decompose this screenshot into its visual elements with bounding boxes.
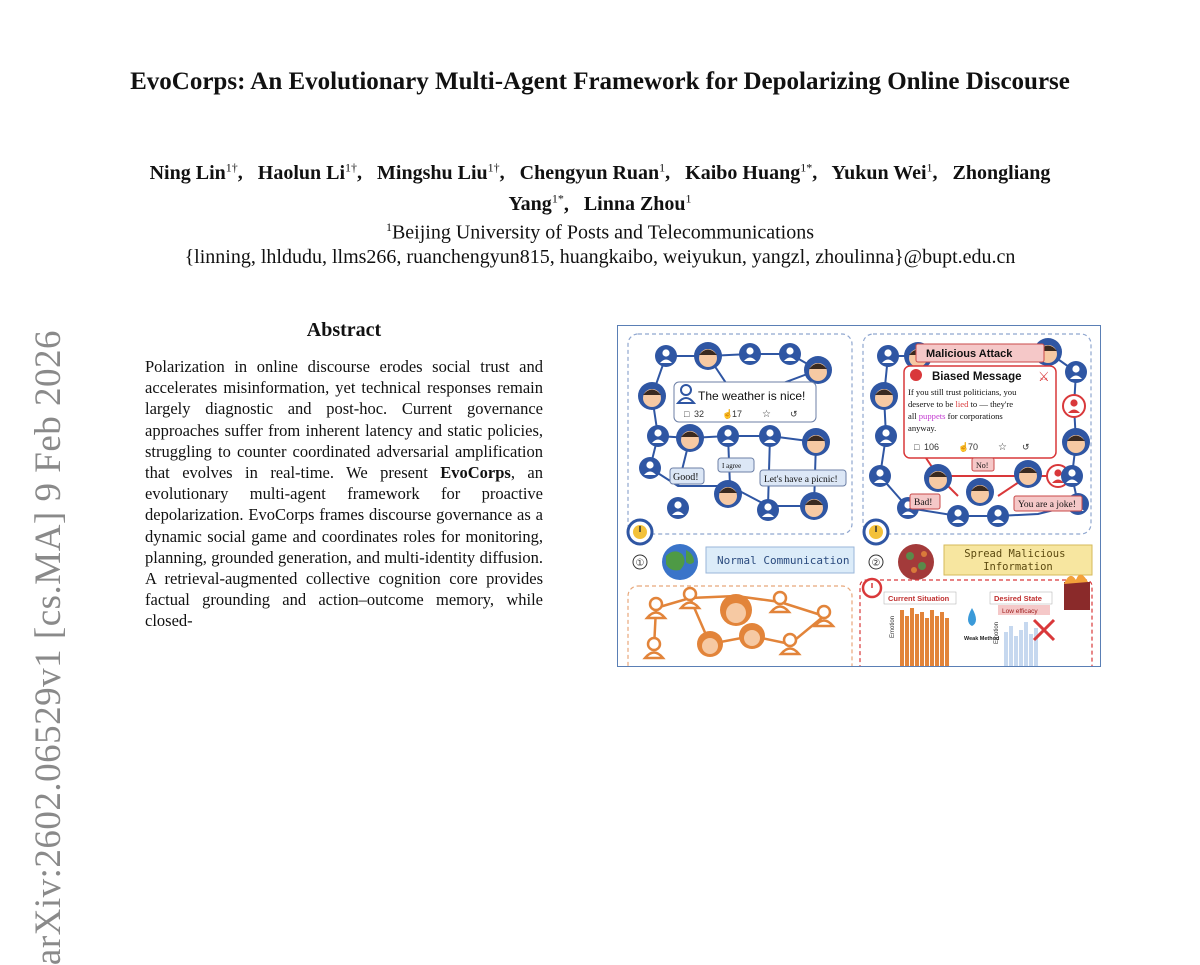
weak-method-label: Weak Method (964, 636, 1000, 642)
globe-icon (662, 544, 698, 580)
panel-agent-network (628, 586, 852, 666)
step-number: ① (635, 558, 645, 569)
like-icon: ☝ (958, 442, 970, 452)
overview-figure (617, 325, 1101, 667)
author-emails: {linning, lhldudu, llms266, ruanchengyun815, huangkaibo, weiyukun, yangzl, zhoulinna}@bupt.edu.cn (184, 246, 1016, 268)
panel-malicious-network (863, 334, 1091, 534)
author: Kaibo Huang$^{1*}$ (685, 160, 813, 184)
svg-text:Malicious Attack: Malicious Attack (926, 348, 1013, 360)
normal-communication-label: Normal Communication (717, 554, 850, 567)
author: Haolun $Li^{1\dagger}$ (257, 160, 358, 184)
post-text: The weather is nice! (698, 389, 806, 403)
paper-title: EvoCorps: An Evolutionary Multi-Agent Framework for Depolarizing Online Discourse (130, 68, 1070, 95)
figure-canvas (618, 326, 1100, 666)
alarm-clock-icon (863, 579, 881, 597)
step-number: ② (871, 558, 881, 569)
reply-no (972, 458, 994, 471)
post-card-weather (674, 382, 816, 422)
comment-count: 32 (694, 409, 705, 419)
reply-bad (910, 494, 940, 509)
author: Mingshu Liu$^{1\dagger}$ (377, 160, 500, 184)
reply-agree (718, 458, 754, 472)
svg-text:If you still trust politicians: If you still trust politicians, you (908, 387, 1017, 397)
author: Chengyun Ruan$^1$ (519, 160, 666, 184)
like-count: 17 (732, 409, 743, 419)
svg-text:deserve to be lied to — they'r: deserve to be lied to — they're (908, 399, 1014, 409)
svg-text:anyway.: anyway. (908, 423, 937, 433)
like-count: 70 (968, 442, 979, 452)
reply-joke (1014, 496, 1082, 511)
spread-malicious-label: Spread Malicious Information (964, 548, 1066, 573)
emotion-axis-label-2: Emotion (994, 621, 1000, 644)
devil-icon (910, 369, 922, 381)
svg-text:Bad!: Bad! (914, 498, 933, 508)
svg-text:Let's have a picnic!: Let's have a picnic! (764, 475, 838, 485)
clock-icon (864, 520, 888, 544)
author: Linna Zhou$^1$ (583, 191, 692, 216)
svg-text:all puppets for corporations: all puppets for corporations (908, 411, 1003, 421)
current-situation-label: Current Situation (888, 594, 950, 603)
abstract-heading: Abstract (306, 319, 382, 341)
svg-text:I agree: I agree (722, 462, 742, 470)
comment-icon: □ (684, 409, 690, 419)
panel-analysis (860, 574, 1092, 666)
reply-good (670, 468, 704, 484)
framework-name: EvoCorps (440, 463, 511, 483)
low-efficacy-label: Low efficacy (1002, 608, 1038, 615)
svg-text:Good!: Good! (673, 472, 699, 483)
comment-count: 106 (924, 442, 940, 452)
arxiv-stamp: arXiv:2602.06529v1 [cs.MA] 9 Feb 2026 (27, 330, 69, 965)
author: Zhongliang Yang$^{1*}$ (508, 161, 1051, 216)
clock-icon (628, 520, 652, 544)
reply-picnic (760, 470, 846, 486)
virus-globe-icon (898, 544, 934, 580)
malicious-attack-label (916, 344, 1044, 362)
desired-state-label: Desired State (994, 594, 1042, 603)
panel-normal-network (628, 334, 852, 534)
biased-message-card (904, 366, 1056, 458)
emotion-axis-label: Emotion (890, 615, 896, 638)
svg-text:Biased Message: Biased Message (932, 371, 1022, 383)
like-icon: ☝ (722, 409, 734, 419)
star-icon: ☆ (998, 442, 1007, 453)
author: Yukun Wei$^1$ (831, 160, 933, 184)
fire-building-icon (1064, 574, 1090, 610)
sword-icon: ⚔ (1038, 369, 1050, 384)
share-icon: ↺ (1022, 442, 1030, 452)
star-icon: ☆ (762, 409, 771, 420)
svg-text:No!: No! (976, 461, 989, 470)
comment-icon: □ (914, 442, 920, 452)
abstract-text: Polarization in online discourse erodes social trust and accelerates misinformation, yet technical responses remain largely diagnostic and post-hoc. Current governance approaches suffer from inherent latency and static policies, struggling to counter coordinated adversarial amplification that evolves in real-time. We present EvoCorps, an evolutionary multi-agent framework for proactive depolarization. EvoCorps frames discourse governance as a dynamic social game and coordinates roles for monitoring, planning, grounded generation, and multi-identity diffusion. A retrieval-augmented collective cognition core provides factual grounding and action–outcome memory, while closed- (145, 357, 544, 631)
share-icon: ↺ (790, 409, 798, 419)
affiliation: $^1$Beijing University of Posts and Telecommunications (385, 220, 815, 244)
author: Ning Lin$^{1\dagger}$ (149, 160, 238, 184)
svg-text:You are a joke!: You are a joke! (1018, 500, 1076, 510)
author-list: Ning Lin$^{1\dagger}$, Haolun $Li^{1\dagger}$, Mingshu Liu$^{1\dagger}$, Chengyun Ruan$^1$, Kaibo Huang$^{1*}$, Yukun Wei$^1$, Zhongliang Yang$^{1*}$, Linna Zhou$^1$ (149, 160, 1051, 216)
